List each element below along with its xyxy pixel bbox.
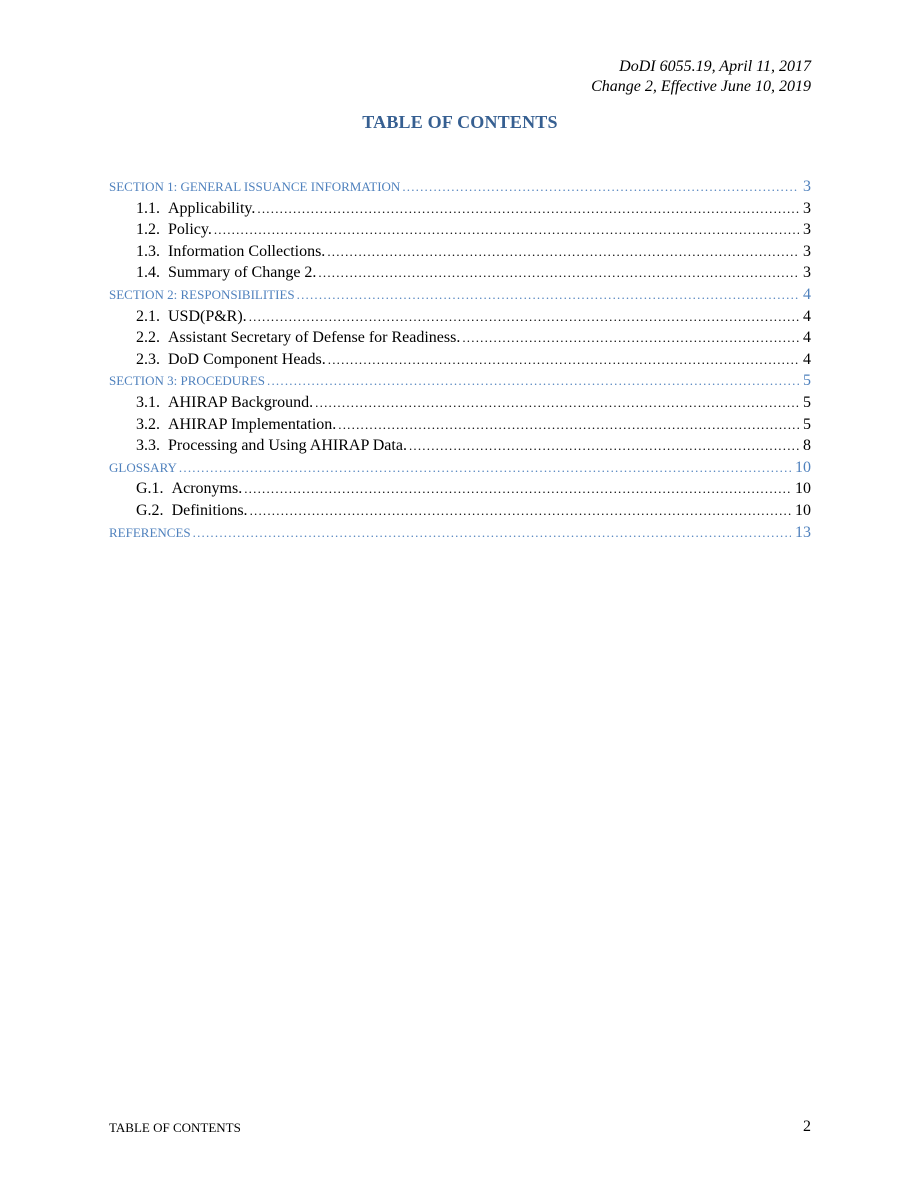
dot-leader — [315, 396, 799, 409]
toc-page-number: 3 — [803, 264, 811, 282]
toc-entry-1-1[interactable] — [109, 200, 811, 222]
toc-page-number: 3 — [803, 242, 811, 260]
toc-entry-number: G.2. — [136, 501, 164, 519]
toc-section-3[interactable] — [109, 372, 811, 394]
toc-entry-text: USD(P&R). — [168, 307, 247, 325]
toc-entry-label: SECTION 2: RESPONSIBILITIES — [109, 286, 295, 302]
dot-leader — [462, 331, 799, 344]
table-of-contents — [109, 178, 811, 545]
toc-page-number: 10 — [795, 480, 811, 498]
toc-entry-text: Information Collections. — [168, 242, 326, 260]
toc-page-number: 13 — [795, 523, 811, 541]
toc-page-number: 5 — [803, 372, 811, 390]
toc-entry-text: Definitions. — [171, 501, 248, 519]
toc-references[interactable] — [109, 524, 811, 546]
toc-entry-number: 2.3. — [136, 350, 160, 368]
dot-leader — [267, 374, 799, 387]
dot-leader — [402, 180, 799, 193]
dot-leader — [297, 288, 799, 301]
toc-entry-text: AHIRAP Background. — [168, 393, 314, 411]
toc-entry-2-2[interactable] — [109, 329, 811, 351]
toc-entry-number: 1.1. — [136, 199, 160, 217]
dot-leader — [409, 439, 799, 452]
toc-page-number: 5 — [803, 415, 811, 433]
dot-leader — [328, 353, 799, 366]
toc-entry-label: GLOSSARY — [109, 459, 177, 475]
toc-entry-number: 1.4. — [136, 264, 160, 282]
toc-entry-number: 3.2. — [136, 415, 160, 433]
footer-page-number: 2 — [803, 1118, 811, 1135]
toc-entry-number: G.1. — [136, 480, 164, 498]
toc-entry-text: Policy. — [168, 221, 212, 239]
toc-entry-number: 2.1. — [136, 307, 160, 325]
toc-entry-g-1[interactable] — [109, 480, 811, 502]
toc-page-number: 10 — [795, 458, 811, 476]
toc-entry-text: DoD Component Heads. — [168, 350, 326, 368]
toc-entry-text: Processing and Using AHIRAP Data. — [168, 437, 407, 455]
toc-section-1[interactable] — [109, 178, 811, 200]
toc-entry-3-2[interactable] — [109, 416, 811, 438]
dot-leader — [250, 504, 791, 517]
header-change-note: Change 2, Effective June 10, 2019 — [591, 78, 811, 95]
dot-leader — [318, 266, 799, 279]
dot-leader — [214, 223, 799, 236]
toc-page-number: 3 — [803, 221, 811, 239]
toc-entry-number: 3.3. — [136, 437, 160, 455]
dot-leader — [179, 461, 791, 474]
toc-page-number: 4 — [803, 307, 811, 325]
toc-entry-g-2[interactable] — [109, 502, 811, 524]
toc-page-number: 3 — [803, 178, 811, 195]
page-title: TABLE OF CONTENTS — [362, 112, 558, 132]
toc-entry-text: Acronyms. — [171, 480, 243, 498]
document-header — [591, 57, 811, 97]
toc-page-number: 3 — [803, 199, 811, 217]
toc-entry-2-3[interactable] — [109, 351, 811, 373]
toc-entry-text: Assistant Secretary of Defense for Readiness. — [168, 329, 461, 347]
toc-glossary[interactable] — [109, 459, 811, 481]
dot-leader — [257, 202, 799, 215]
toc-entry-1-3[interactable] — [109, 243, 811, 265]
header-document-id: DoDI 6055.19, April 11, 2017 — [619, 58, 811, 75]
toc-entry-2-1[interactable] — [109, 308, 811, 330]
toc-entry-1-4[interactable] — [109, 264, 811, 286]
dot-leader — [249, 310, 799, 323]
toc-entry-number: 3.1. — [136, 393, 160, 411]
toc-entry-1-2[interactable] — [109, 221, 811, 243]
toc-page-number: 4 — [803, 350, 811, 368]
toc-entry-text: Summary of Change 2. — [168, 264, 317, 282]
toc-page-number: 5 — [803, 393, 811, 411]
dot-leader — [244, 482, 791, 495]
toc-entry-label: REFERENCES — [109, 524, 191, 540]
toc-entry-label: SECTION 1: GENERAL ISSUANCE INFORMATION — [109, 179, 401, 194]
footer-section-label: TABLE OF CONTENTS — [109, 1120, 241, 1135]
dot-leader — [193, 526, 791, 539]
toc-entry-text: AHIRAP Implementation. — [168, 415, 337, 433]
toc-entry-number: 2.2. — [136, 329, 160, 347]
toc-page-number: 4 — [803, 329, 811, 347]
toc-page-number: 4 — [803, 285, 811, 303]
toc-entry-label: SECTION 3: PROCEDURES — [109, 373, 266, 389]
dot-leader — [327, 245, 799, 258]
toc-section-2[interactable] — [109, 286, 811, 308]
toc-entry-3-3[interactable] — [109, 437, 811, 459]
toc-entry-number: 1.2. — [136, 221, 160, 239]
toc-entry-number: 1.3. — [136, 242, 160, 260]
toc-entry-text: Applicability. — [168, 199, 256, 217]
toc-page-number: 8 — [803, 437, 811, 455]
toc-page-number: 10 — [795, 501, 811, 519]
toc-entry-3-1[interactable] — [109, 394, 811, 416]
dot-leader — [338, 418, 799, 431]
